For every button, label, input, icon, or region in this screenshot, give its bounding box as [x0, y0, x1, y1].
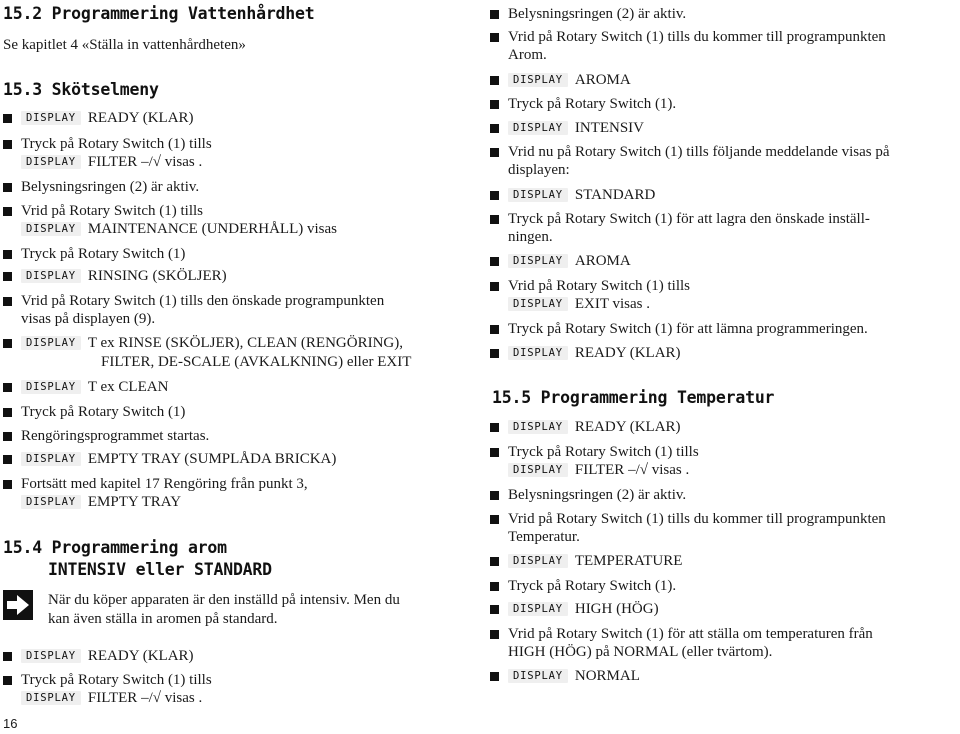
bullet-icon — [3, 480, 12, 489]
bullet-icon — [490, 325, 499, 334]
bullet-icon — [3, 183, 12, 192]
display-chip: DISPLAY — [21, 155, 81, 169]
bullet-icon — [3, 250, 12, 259]
bullet-icon — [3, 207, 12, 216]
bullet-icon — [3, 408, 12, 417]
list-item-continuation: DISPLAY MAINTENANCE (UNDERHÅLL) visas — [21, 220, 337, 239]
display-chip: DISPLAY — [508, 254, 568, 268]
display-chip: DISPLAY — [21, 336, 81, 350]
list-item-continuation: DISPLAY FILTER –/√ visas . — [21, 689, 202, 708]
list-item-continuation: visas på displayen (9). — [21, 311, 156, 327]
note-line-1: När du köper apparaten är den inställd på intensiv. Men du — [48, 592, 400, 608]
bullet-icon — [490, 148, 499, 157]
bullet-icon — [490, 491, 499, 500]
bullet-icon — [3, 272, 12, 281]
display-chip: DISPLAY — [508, 297, 568, 311]
bullet-icon — [3, 339, 12, 348]
arrow-right-icon — [3, 590, 33, 620]
list-item-continuation: displayen: — [508, 162, 570, 178]
bullet-icon — [3, 652, 12, 661]
bullet-icon — [490, 282, 499, 291]
list-item-continuation: DISPLAY FILTER –/√ visas . — [21, 153, 202, 172]
bullet-icon — [3, 140, 12, 149]
bullet-icon — [490, 215, 499, 224]
bullet-icon — [490, 448, 499, 457]
bullet-icon — [3, 383, 12, 392]
bullet-icon — [490, 124, 499, 133]
bullet-icon — [490, 515, 499, 524]
display-chip: DISPLAY — [508, 73, 568, 87]
bullet-icon — [3, 676, 12, 685]
bullet-icon — [490, 10, 499, 19]
bullet-icon — [490, 349, 499, 358]
bullet-icon — [3, 432, 12, 441]
list-item-continuation: FILTER, DE-SCALE (AVKALKNING) eller EXIT — [101, 354, 412, 370]
bullet-icon — [490, 672, 499, 681]
bullet-icon — [490, 33, 499, 42]
bullet-icon — [490, 100, 499, 109]
display-chip: DISPLAY — [21, 269, 81, 283]
list-item-continuation: DISPLAY EMPTY TRAY — [21, 493, 181, 512]
note-line-2: kan även ställa in aromen på standard. — [48, 611, 278, 627]
bullet-icon — [490, 582, 499, 591]
bullet-icon — [490, 257, 499, 266]
display-chip: DISPLAY — [508, 463, 568, 477]
display-chip: DISPLAY — [21, 380, 81, 394]
display-chip: DISPLAY — [508, 669, 568, 683]
bullet-icon — [490, 191, 499, 200]
display-chip: DISPLAY — [21, 452, 81, 466]
display-chip: DISPLAY — [508, 420, 568, 434]
list-item-continuation: DISPLAY EXIT visas . — [508, 295, 650, 314]
page-number: 16 — [3, 716, 18, 731]
display-chip: DISPLAY — [508, 554, 568, 568]
list-item-continuation: ningen. — [508, 229, 553, 245]
heading-15-3: 15.3 Skötselmeny — [3, 80, 159, 99]
display-chip: DISPLAY — [21, 649, 81, 663]
display-chip: DISPLAY — [508, 346, 568, 360]
bullet-icon — [490, 76, 499, 85]
bullet-icon — [3, 455, 12, 464]
bullet-icon — [490, 423, 499, 432]
display-chip: DISPLAY — [508, 121, 568, 135]
bullet-icon — [490, 630, 499, 639]
heading-15-2: 15.2 Programmering Vattenhårdhet — [3, 4, 315, 23]
display-chip: DISPLAY — [21, 111, 81, 125]
display-chip: DISPLAY — [21, 495, 81, 509]
display-chip: DISPLAY — [21, 222, 81, 236]
bullet-icon — [490, 605, 499, 614]
display-chip: DISPLAY — [508, 602, 568, 616]
manual-page: 15.2 Programmering Vattenhårdhet Se kapitlet 4 «Ställa in vattenhårdheten» 15.3 Skötselmeny DISPLAY READY (KLAR) Tryck på Rotary Switch (1) tills DISPLAY FILTER –/√ visas . Belysningsringen (2) är aktiv. Vrid på Rotary Switch (1) tills DISPLAY MAINTENANCE (UNDERHÅLL) visas Tryck på Rotary Switch (1) DISPLAY RINSING (SKÖLJER) Vrid på Rotary Switch (1) tills den önskade programpunkten visas på displayen (9). DISPLAY T ex RINSE (SKÖLJER), CLEAN (RENGÖRING), FILTER, DE-SCALE (AVKALKNING) eller EXIT DISPLAY T ex CLEAN Tryck på Rotary Switch (1) Rengöringsprogrammet startas. DISPLAY EMPTY TRAY (SUMPLÅDA BRICKA) Fortsätt med kapitel 17 Rengöring från punkt 3, DISPLAY EMPTY TRAY 15.4 Programmering arom INTENSIV eller STANDARD När du köper apparaten är den inställd på intensiv. Men du kan även ställa in aromen på standard. DISPLAY READY (KLAR) Tryck på Rotary Switch (1) tills DISPLAY FILTER –/√ visas . Belysningsringen (2) är aktiv. Vrid på Rotary Switch (1) tills du kommer till programpunkten Arom. DISPLAY AROMA Tryck på Rotary Switch (1). DISPLAY INTENSIV Vrid nu på Rotary Switch (1) tills följande meddelande visas på displayen: DISPLAY STANDARD Tryck på Rotary Switch (1) för att lagra den önskade inställ- ningen. DISPLAY AROMA Vrid på Rotary Switch (1) tills DISPLAY EXIT visas . Tryck på Rotary Switch (1) för att lämna programmeringen. DISPLAY READY (KLAR) 15.5 Programmering Temperatur DISPLAY READY (KLAR) Tryck på Rotary Switch (1) tills DISPLAY FILTER –/√ visas . Belysningsringen (2) är aktiv. Vrid på Rotary Switch (1) tills du kommer till programpunkten Temperatur. DISPLAY TEMPERATURE Tryck på Rotary Switch (1). DISPLAY HIGH (HÖG) Vrid på Rotary Switch (1) för att ställa om temperaturen från HIGH (HÖG) på NORMAL (eller tvärtom). DISPLAY NORMAL 16 — [3, 4, 890, 731]
list-item-continuation: Arom. — [508, 47, 547, 63]
heading-15-4: 15.4 Programmering arom — [3, 538, 227, 557]
bullet-icon — [3, 297, 12, 306]
heading-15-5: 15.5 Programmering Temperatur — [492, 388, 775, 407]
bullet-icon — [3, 114, 12, 123]
list-item-continuation: DISPLAY FILTER –/√ visas . — [508, 461, 689, 480]
display-chip: DISPLAY — [21, 691, 81, 705]
list-item-continuation: Temperatur. — [508, 529, 580, 545]
display-chip: DISPLAY — [508, 188, 568, 202]
bullet-icon — [490, 557, 499, 566]
heading-15-4-sub: INTENSIV eller STANDARD — [48, 560, 272, 579]
list-item-continuation: HIGH (HÖG) på NORMAL (eller tvärtom). — [508, 644, 773, 660]
see-chapter-text: Se kapitlet 4 «Ställa in vattenhårdheten» — [3, 37, 246, 53]
